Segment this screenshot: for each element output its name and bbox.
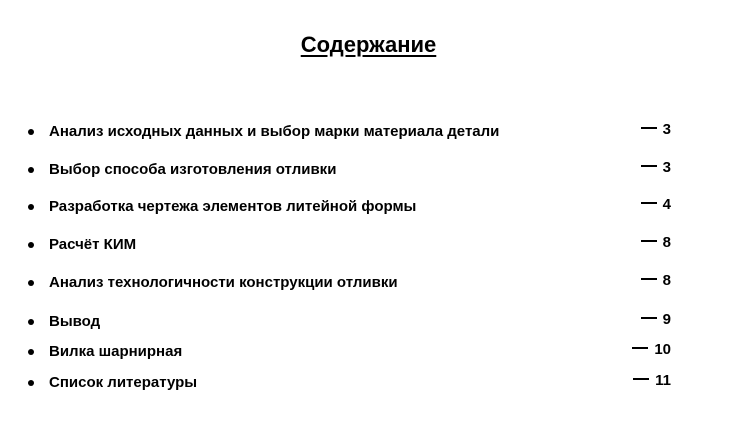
dash-icon xyxy=(632,347,648,349)
toc-item-page: 3 xyxy=(641,120,671,140)
toc-item xyxy=(0,197,737,219)
toc-item xyxy=(0,160,737,182)
toc-item-label: Список литературы xyxy=(49,374,198,391)
toc-item-label: Расчёт КИМ xyxy=(49,236,137,253)
toc-item-label: Анализ технологичности конструкции отливки xyxy=(49,274,398,291)
bullet-icon xyxy=(28,380,34,386)
bullet-icon xyxy=(28,349,34,355)
toc-item-page: 8 xyxy=(641,271,671,291)
dash-icon xyxy=(641,317,657,319)
dash-icon xyxy=(641,127,657,129)
bullet-icon xyxy=(28,204,34,210)
bullet-icon xyxy=(28,167,34,173)
toc-item-page: 9 xyxy=(641,310,671,330)
dash-icon xyxy=(641,278,657,280)
toc-item xyxy=(0,312,737,334)
dash-icon xyxy=(641,202,657,204)
toc-item-label: Разработка чертежа элементов литейной формы xyxy=(49,198,417,215)
toc-item xyxy=(0,122,737,144)
toc-item-page: 4 xyxy=(641,195,671,215)
toc-item xyxy=(0,273,737,295)
dash-icon xyxy=(641,165,657,167)
document-title: Содержание xyxy=(300,32,437,57)
bullet-icon xyxy=(28,319,34,325)
toc-item-label: Анализ исходных данных и выбор марки материала детали xyxy=(49,123,500,140)
toc-item xyxy=(0,235,737,257)
toc-item xyxy=(0,373,737,395)
toc-item-page: 11 xyxy=(633,371,671,391)
dash-icon xyxy=(641,240,657,242)
bullet-icon xyxy=(28,242,34,248)
bullet-icon xyxy=(28,129,34,135)
toc-item-label: Вывод xyxy=(49,313,101,330)
toc-item-page: 3 xyxy=(641,158,671,178)
toc-item xyxy=(0,342,737,364)
dash-icon xyxy=(633,378,649,380)
bullet-icon xyxy=(28,280,34,286)
toc-item-page: 10 xyxy=(632,340,671,360)
toc-item-label: Вилка шарнирная xyxy=(49,343,183,360)
toc-item-page: 8 xyxy=(641,233,671,253)
toc-item-label: Выбор способа изготовления отливки xyxy=(49,161,337,178)
